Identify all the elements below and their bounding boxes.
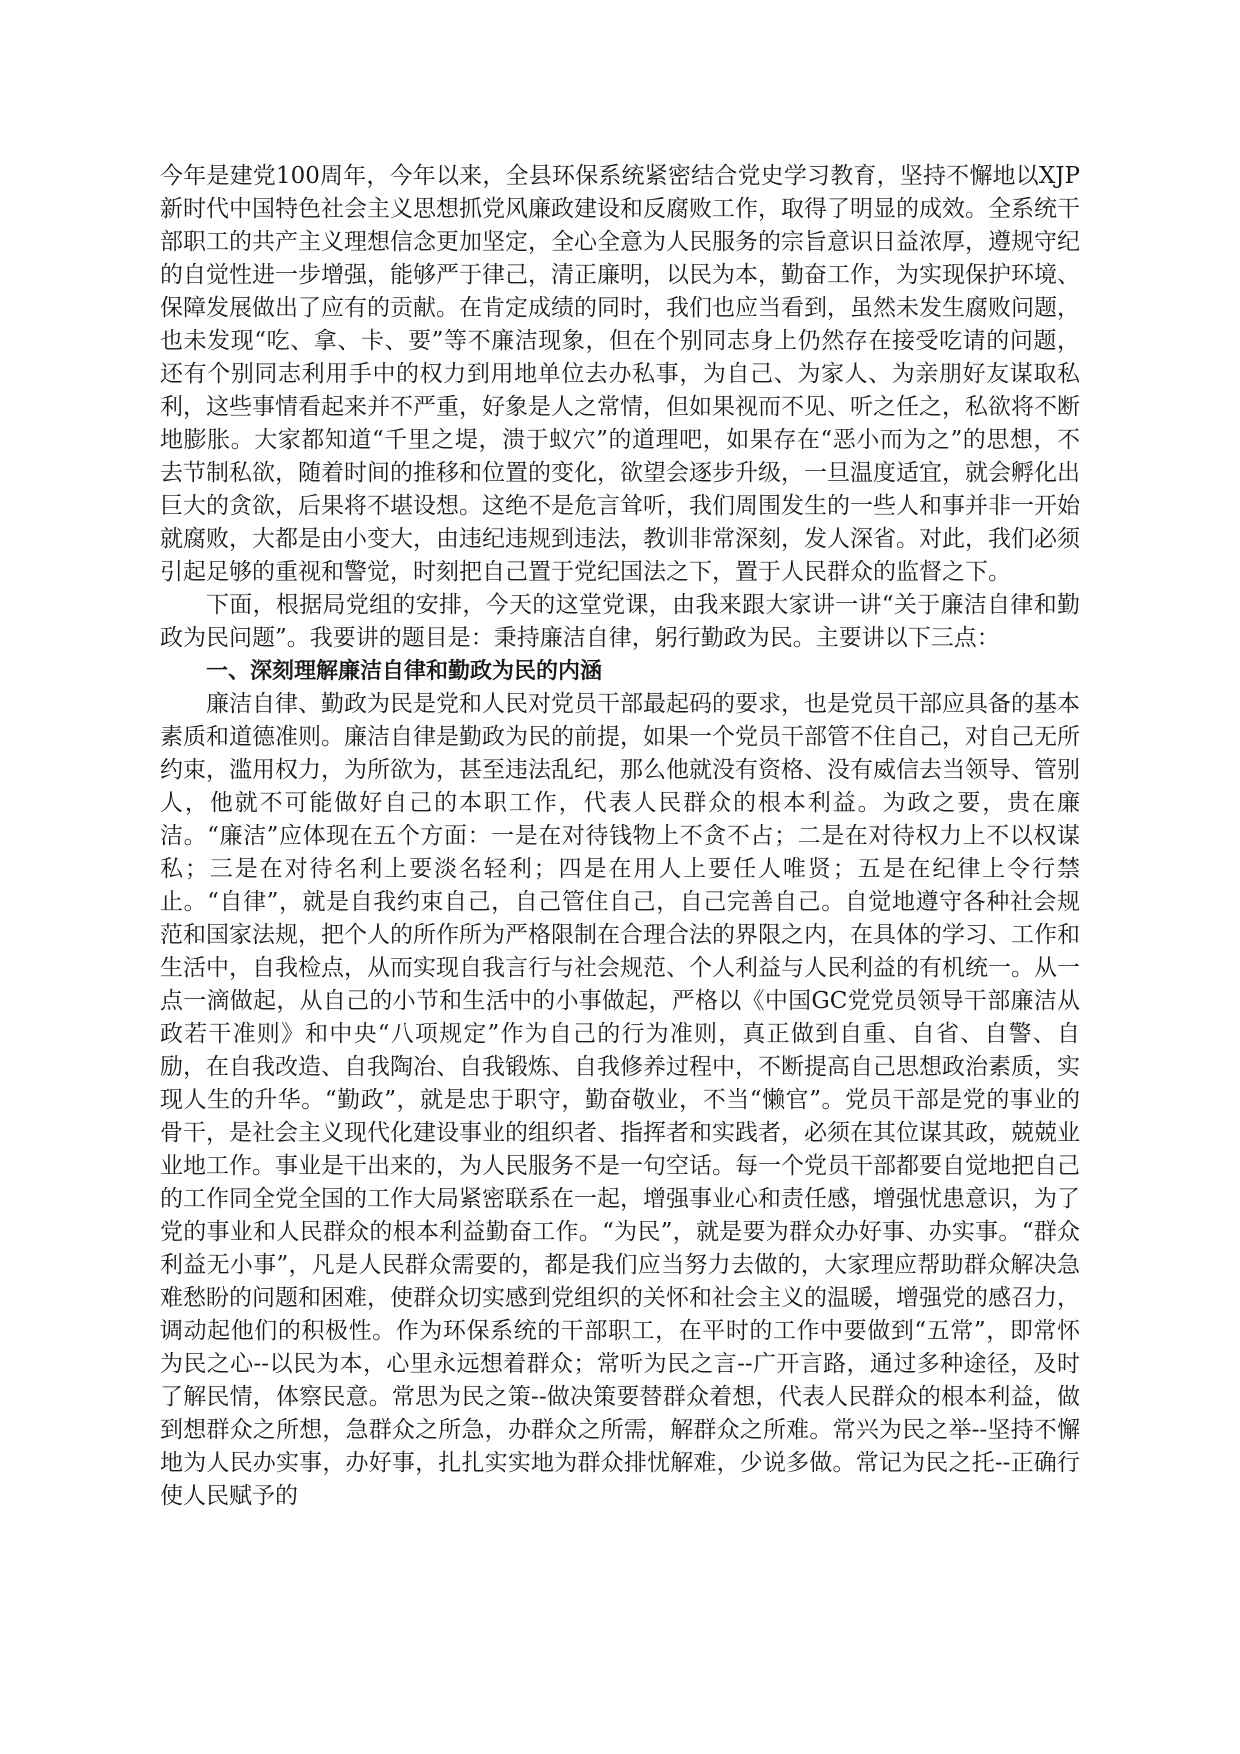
paragraph-intro: 今年是建党100周年，今年以来，全县环保系统紧密结合党史学习教育，坚持不懈地以XJP新时代中国特色社会主义思想抓党风廉政建设和反腐败工作，取得了明显的成效。全系统干部职工的共产主义理想信念更加坚定，全心全意为人民服务的宗旨意识日益浓厚，遵规守纪的自觉性进一步增强，能够严于律己，清正廉明，以民为本，勤奋工作，为实现保护环境、保障发展做出了应有的贡献。在肯定成绩的同时，我们也应当看到，虽然未发生腐败问题，也未发现“吃、拿、卡、要”等不廉洁现象，但在个别同志身上仍然存在接受吃请的问题，还有个别同志利用手中的权力到用地单位去办私事，为自己、为家人、为亲朋好友谋取私利，这些事情看起来并不严重，好象是人之常情，但如果视而不见、听之任之，私欲将不断地膨胀。大家都知道“千里之堤，溃于蚁穴”的道理吧，如果存在“恶小而为之”的思想，不去节制私欲，随着时间的推移和位置的变化，欲望会逐步升级，一旦温度适宜，就会孵化出巨大的贪欲，后果将不堪设想。这绝不是危言耸听，我们周围发生的一些人和事并非一开始就腐败，大都是由小变大，由违纪违规到违法，教训非常深刻，发人深省。对此，我们必须引起足够的重视和警觉，时刻把自己置于党纪国法之下，置于人民群众的监督之下。: [160, 163, 1080, 585]
document-body: [160, 160, 1080, 1513]
section-heading-1: 一、深刻理解廉洁自律和勤政为民的内涵: [206, 659, 603, 684]
paragraph-section-1: 廉洁自律、勤政为民是党和人民对党员干部最起码的要求，也是党员干部应具备的基本素质和道德准则。廉洁自律是勤政为民的前提，如果一个党员干部管不住自己，对自己无所约束，滥用权力，为所欲为，甚至违法乱纪，那么他就没有资格、没有威信去当领导、管别人，他就不可能做好自己的本职工作，代表人民群众的根本利益。为政之要，贵在廉洁。“廉洁”应体现在五个方面：一是在对待钱物上不贪不占；二是在对待权力上不以权谋私；三是在对待名利上要淡名轻利；四是在用人上要任人唯贤；五是在纪律上令行禁止。“自律”，就是自我约束自己，自己管住自己，自己完善自己。自觉地遵守各种社会规范和国家法规，把个人的所作所为严格限制在合理合法的界限之内，在具体的学习、工作和生活中，自我检点，从而实现自我言行与社会规范、个人利益与人民利益的有机统一。从一点一滴做起，从自己的小节和生活中的小事做起，严格以《中国GC党党员领导干部廉洁从政若干准则》和中央“八项规定”作为自己的行为准则，真正做到自重、自省、自警、自励，在自我改造、自我陶冶、自我锻炼、自我修养过程中，不断提高自己思想政治素质，实现人生的升华。“勤政”，就是忠于职守，勤奋敬业，不当“懒官”。党员干部是党的事业的骨干，是社会主义现代化建设事业的组织者、指挥者和实践者，必须在其位谋其政，兢兢业业地工作。事业是干出来的，为人民服务不是一句空话。每一个党员干部都要自觉地把自己的工作同全党全国的工作大局紧密联系在一起，增强事业心和责任感，增强忧患意识，为了党的事业和人民群众的根本利益勤奋工作。“为民”，就是要为群众办好事、办实事。“群众利益无小事”，凡是人民群众需要的，都是我们应当努力去做的，大家理应帮助群众解决急难愁盼的问题和困难，使群众切实感到党组织的关怀和社会主义的温暖，增强党的感召力，调动起他们的积极性。作为环保系统的干部职工，在平时的工作中要做到“五常”，即常怀为民之心--以民为本，心里永远想着群众；常听为民之言--广开言路，通过多种途径，及时了解民情，体察民意。常思为民之策--做决策要替群众着想，代表人民群众的根本利益，做到想群众之所想，急群众之所急，办群众之所需，解群众之所难。常兴为民之举--坚持不懈地为人民办实事，办好事，扎扎实实地为群众排忧解难，少说多做。常记为民之托--正确行使人民赋予的: [160, 691, 1080, 1509]
paragraph-outline: 下面，根据局党组的安排，今天的这堂党课，由我来跟大家讲一讲“关于廉洁自律和勤政为民问题”。我要讲的题目是：秉持廉洁自律，躬行勤政为民。主要讲以下三点：: [160, 592, 1080, 651]
